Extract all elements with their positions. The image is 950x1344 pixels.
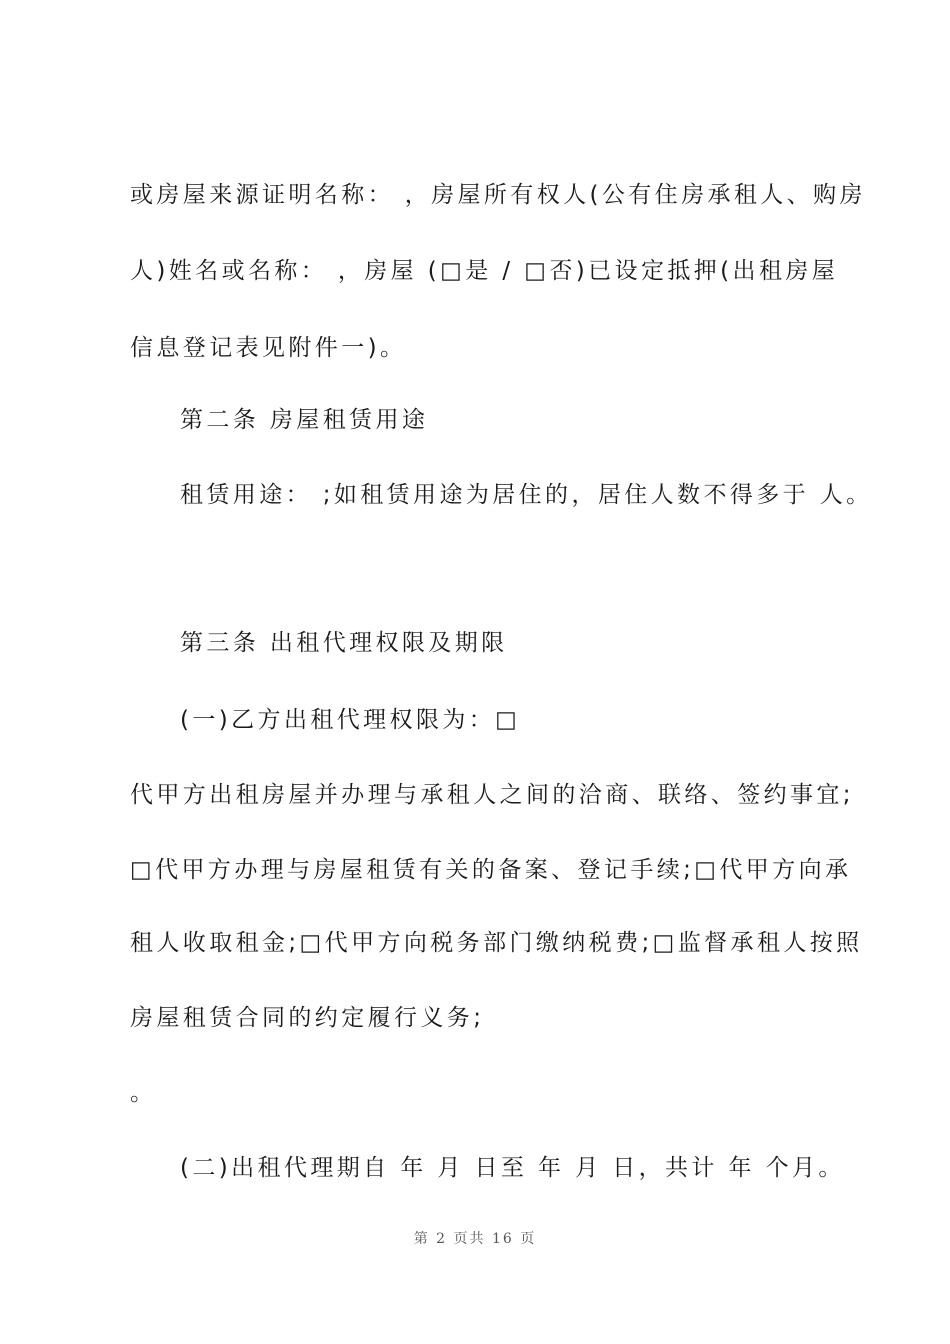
clause-2-line: (二)出租代理期自 年 月 日至 年 月 日，共计 年 个月。 <box>180 1155 845 1181</box>
page-number-footer: 第 2 页共 16 页 <box>413 1231 537 1247</box>
text-line-1: 或房屋来源证明名称： ，房屋所有权人(公有住房承租人、购房 <box>130 182 866 208</box>
clause-1-heading: (一)乙方出租代理权限为：□ <box>180 707 521 733</box>
text-line-period: 。 <box>130 1080 157 1106</box>
text-line-3: 信息登记表见附件一)。 <box>130 335 407 361</box>
text-line-clause-1b: □代甲方办理与房屋租赁有关的备案、登记手续;□代甲方向承 <box>130 857 852 883</box>
article-3-heading: 第三条 出租代理权限及期限 <box>180 630 508 656</box>
article-2-heading: 第二条 房屋租赁用途 <box>180 407 429 433</box>
text-line-2: 人)姓名或名称： ，房屋 (□是 / □否)已设定抵押(出租房屋 <box>130 258 839 284</box>
text-line-usage: 租赁用途： ;如租赁用途为居住的，居住人数不得多于 人。 <box>180 482 873 508</box>
text-line-clause-1c: 租人收取租金;□代甲方向税务部门缴纳税费;□监督承租人按照 <box>130 930 863 956</box>
text-line-clause-1a: 代甲方出租房屋并办理与承租人之间的洽商、联络、签约事宜; <box>130 782 854 808</box>
text-line-clause-1d: 房屋租赁合同的约定履行义务; <box>130 1005 485 1031</box>
